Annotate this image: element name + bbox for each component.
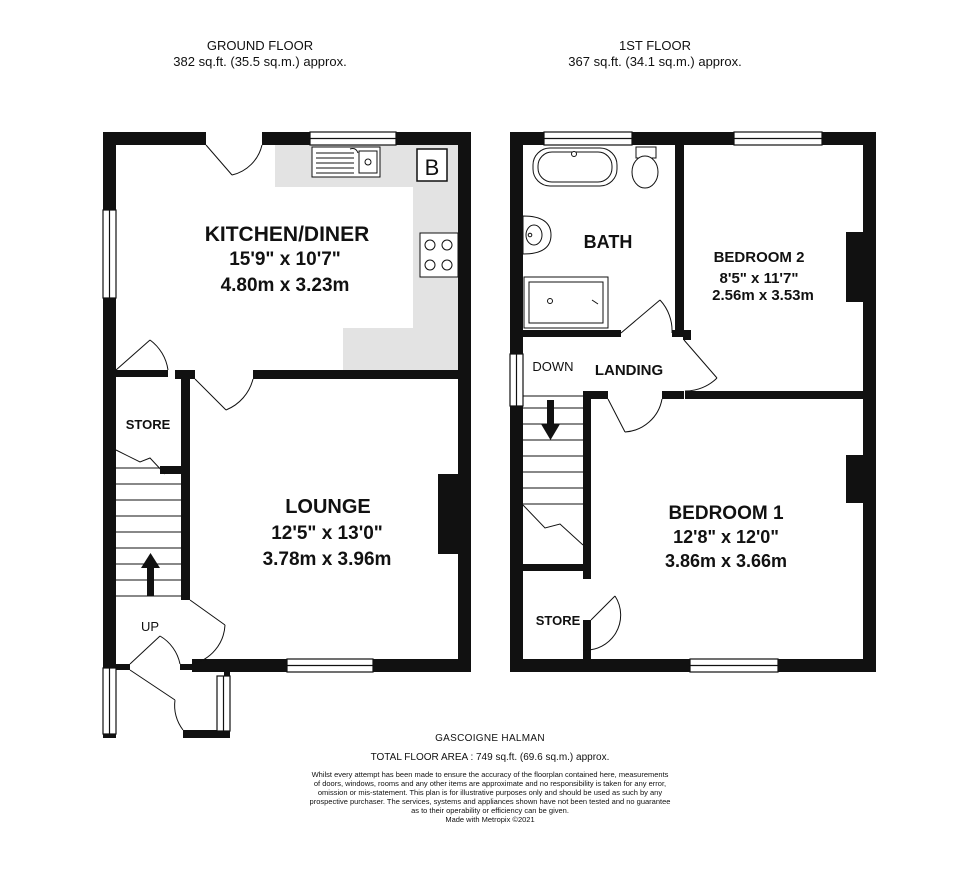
disclaimer-line: Made with Metropix ©2021 — [445, 815, 535, 824]
total-floor-area: TOTAL FLOOR AREA : 749 sq.ft. (69.6 sq.m.) approx. — [370, 752, 610, 763]
disclaimer-line: omission or mis-statement. This plan is for illustrative purposes only and should be used as such by any — [317, 788, 663, 797]
lounge-name: LOUNGE — [285, 496, 371, 518]
disclaimer-line: of doors, windows, rooms and any other items are approximate and no responsibility is taken for any error, — [313, 779, 667, 788]
first-floor-windows — [510, 132, 822, 672]
toilet-icon — [632, 147, 658, 188]
first-floor-doors — [583, 300, 717, 650]
disclaimer-line: prospective purchaser. The services, systems and appliances shown have not been tested and no guarantee — [309, 797, 671, 806]
sink-icon — [312, 147, 380, 177]
kitchen-diner-name: KITCHEN/DINER — [204, 223, 370, 246]
kitchen-diner-imperial: 15'9" x 10'7" — [229, 249, 341, 270]
hob-icon — [420, 233, 458, 277]
lounge-metric: 3.78m x 3.96m — [262, 549, 392, 570]
first-floor-plan — [510, 132, 876, 672]
ground-floor-plan — [103, 132, 471, 738]
ground-store-label: STORE — [125, 417, 171, 432]
ground-floor-title: GROUND FLOOR — [206, 38, 314, 53]
down-label: DOWN — [532, 359, 574, 374]
disclaimer — [290, 770, 690, 824]
bathtub-icon — [533, 148, 617, 186]
first-floor-title: 1ST FLOOR — [618, 38, 691, 53]
bedroom1-imperial: 12'8" x 12'0" — [673, 527, 779, 547]
bedroom2-label — [712, 249, 814, 304]
bath-label: BATH — [583, 232, 633, 252]
first-store-label: STORE — [535, 613, 581, 628]
lounge-imperial: 12'5" x 13'0" — [271, 523, 383, 544]
bedroom1-metric: 3.86m x 3.66m — [664, 551, 788, 571]
kitchen-diner-metric: 4.80m x 3.23m — [220, 275, 350, 296]
bedroom1-label — [665, 503, 787, 571]
first-floor-walls — [510, 132, 876, 672]
bedroom2-name: BEDROOM 2 — [713, 249, 805, 266]
boiler-icon — [417, 149, 447, 181]
ground-floor-area: 382 sq.ft. (35.5 sq.m.) approx. — [173, 54, 347, 69]
first-floor-area: 367 sq.ft. (34.1 sq.m.) approx. — [568, 54, 742, 69]
bedroom2-metric: 2.56m x 3.53m — [712, 287, 814, 304]
disclaimer-line: as to their operability or efficiency can be given. — [411, 806, 569, 815]
kitchen-diner-label — [205, 223, 370, 296]
up-arrow-icon — [141, 553, 160, 596]
shower-tray-icon — [524, 277, 608, 328]
up-label: UP — [140, 619, 160, 634]
boiler-label: B — [424, 155, 440, 180]
bedroom1-name: BEDROOM 1 — [668, 503, 784, 524]
washbasin-icon — [523, 216, 551, 254]
down-arrow-icon — [541, 400, 560, 440]
agent-brand: GASCOIGNE HALMAN — [435, 733, 545, 744]
lounge-label — [263, 496, 392, 570]
disclaimer-line: Whilst every attempt has been made to ensure the accuracy of the floorplan contained here, measurements — [311, 770, 669, 779]
bedroom2-imperial: 8'5" x 11'7" — [719, 270, 799, 287]
landing-label: LANDING — [594, 362, 664, 379]
